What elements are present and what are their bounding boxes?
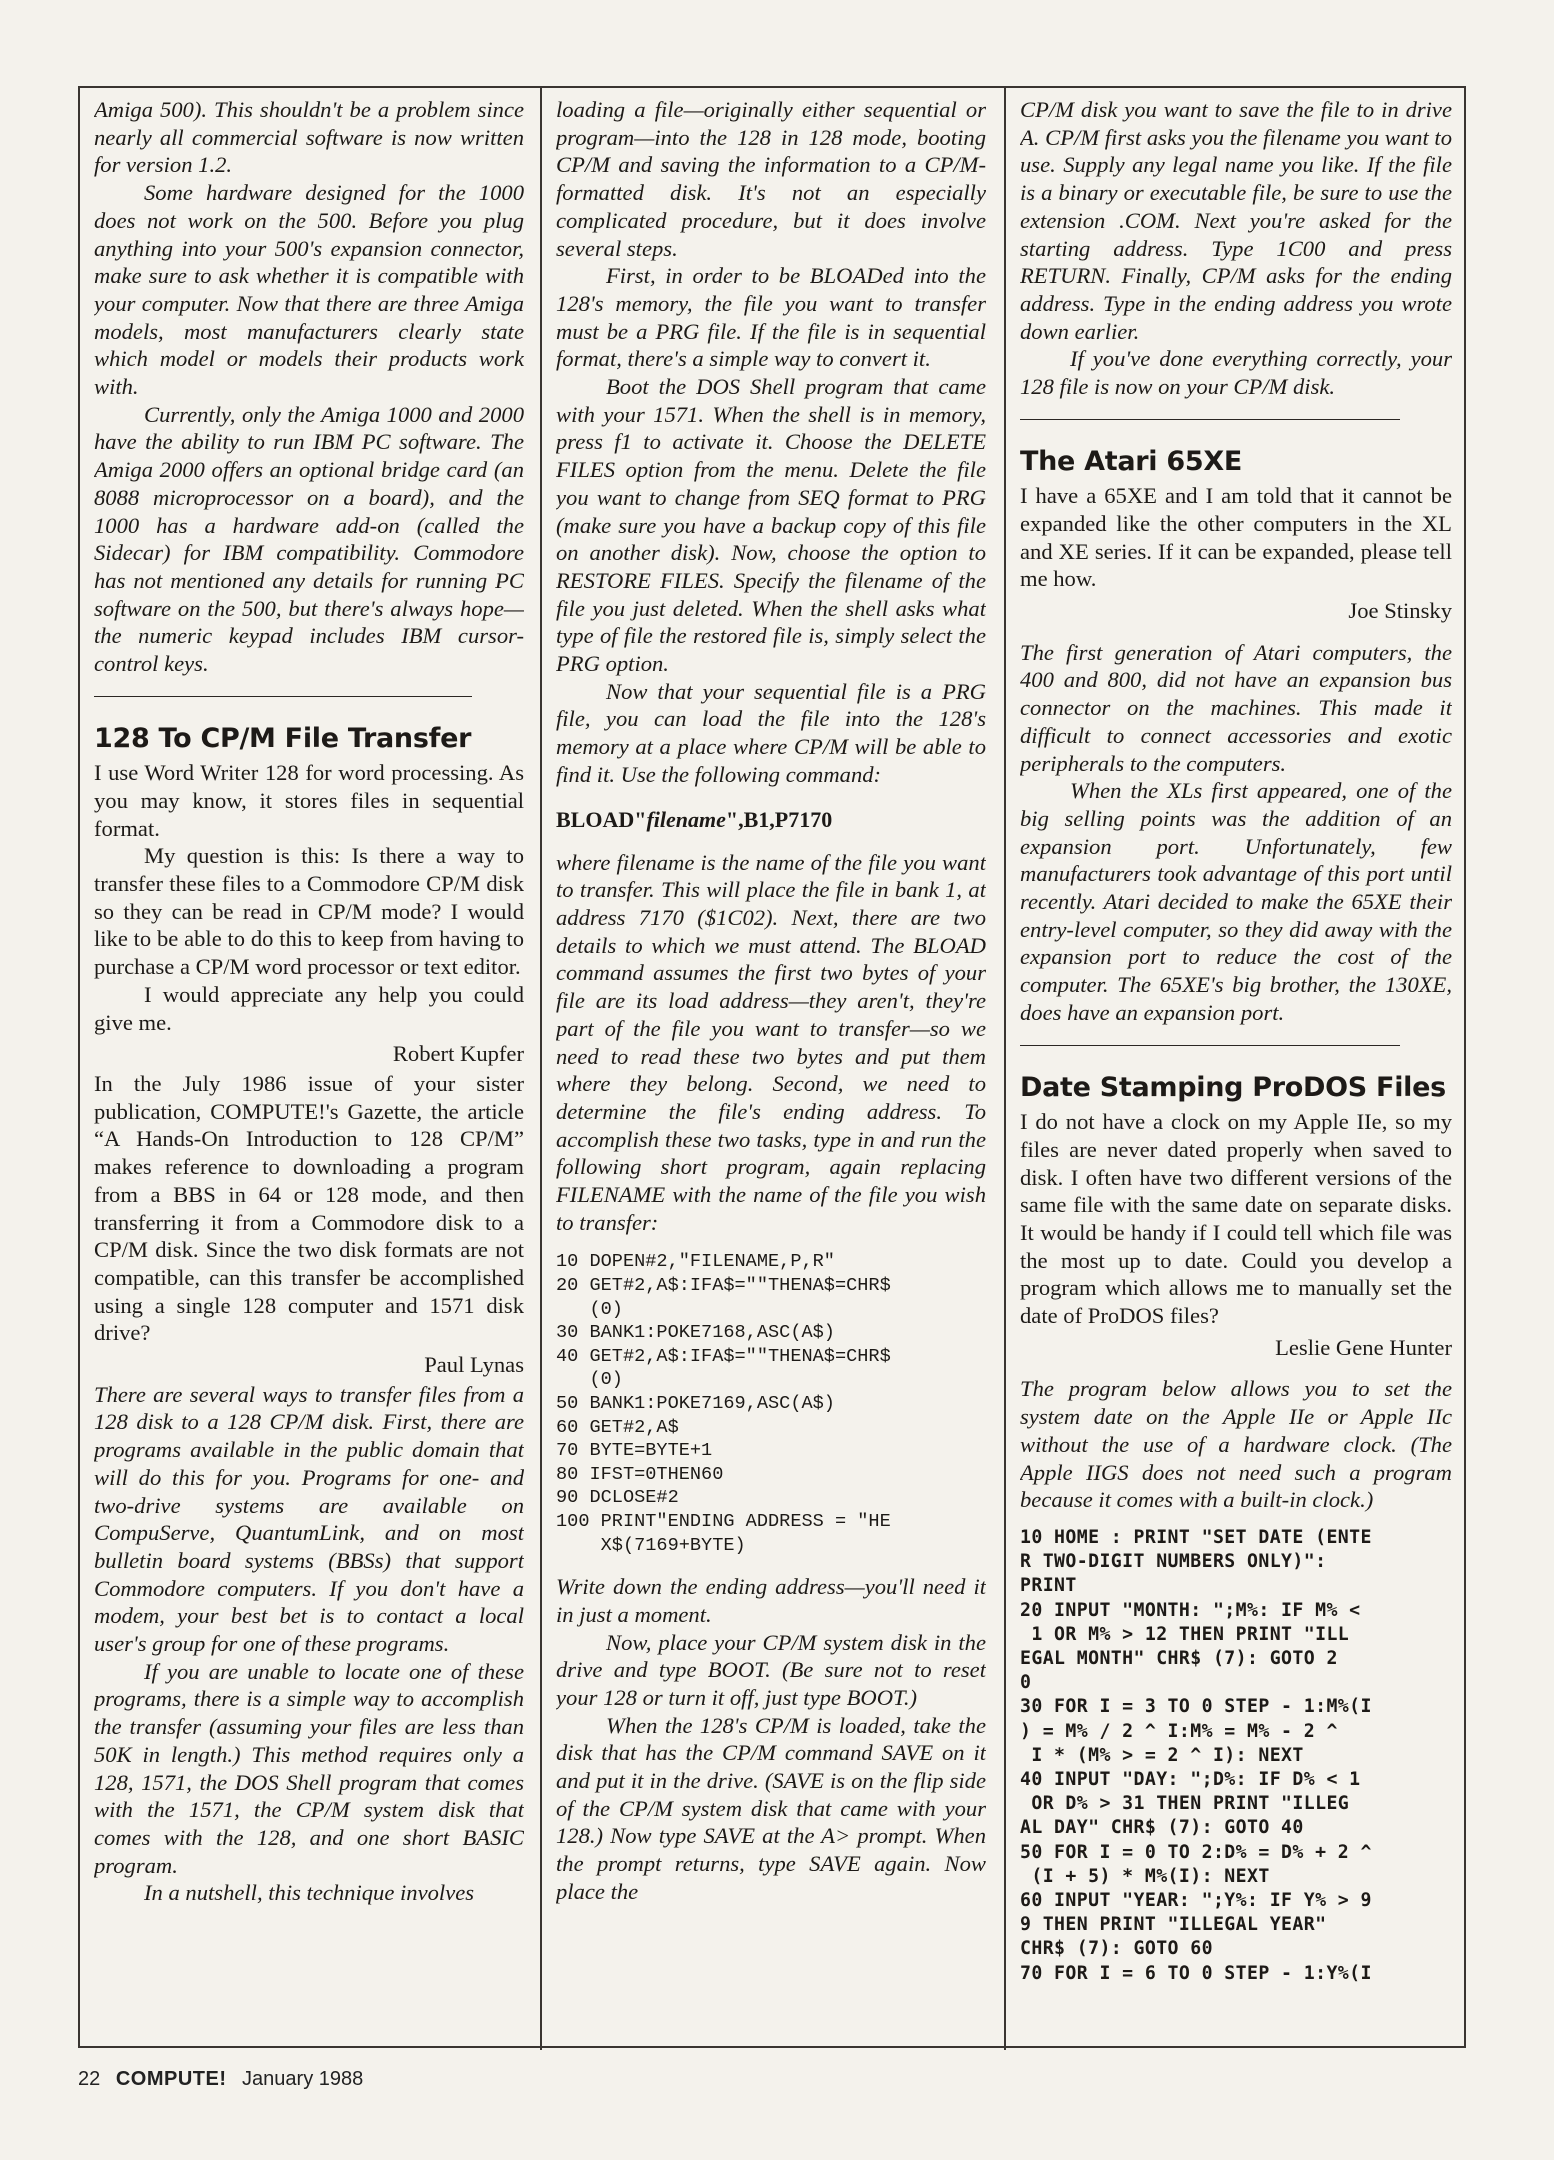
code-line: 60 GET#2,A$: [556, 1416, 679, 1438]
code-line: 40 INPUT "DAY: ";D%: IF D% < 1: [1020, 1768, 1361, 1790]
column-3: [1020, 96, 1452, 2032]
answer-paragraph: loading a file—originally either sequential or program—into the 128 in 128 mode, booting CP/M and saving the information to a CP/M-formatted disk. It's not an especially complicated procedure, but it does involve several steps.: [556, 97, 986, 261]
answer-paragraph: Now that your sequential file is a PRG file, you can load the file into the 128's memory at a place where CP/M will be able to find it. Use the following command:: [556, 678, 986, 787]
code-line: (0): [556, 1298, 623, 1320]
answer-paragraph: The first generation of Atari computers, the 400 and 800, did not have an expansion bus connector on the machines. This made it difficult to connect accessories and exotic peripherals to the computers.: [1020, 639, 1452, 776]
code-line: 80 IFST=0THEN60: [556, 1463, 724, 1485]
question-paragraph: I have a 65XE and I am told that it cannot be expanded like the other computers in the XL and XE series. If it can be expanded, please tell me how.: [1020, 483, 1452, 592]
code-line: 90 DCLOSE#2: [556, 1487, 679, 1509]
code-line: PRINT: [1020, 1575, 1077, 1597]
code-line: (0): [556, 1369, 623, 1391]
answer-paragraph: The program below allows you to set the system date on the Apple IIe or Apple IIc without the use of a hardware clock. (The Apple IIGS does not need such a program because it comes with a built-in clock.): [1020, 1376, 1452, 1513]
bload-command: [556, 807, 986, 833]
answer-paragraph: First, in order to be BLOADed into the 128's memory, the file you want to transfer must be a PRG file. If the file is in sequential format, there's a simple way to convert it.: [556, 263, 986, 372]
code-line: 50 FOR I = 0 TO 2:D% = D% + 2 ^: [1020, 1841, 1372, 1863]
code-line: 60 INPUT "YEAR: ";Y%: IF Y% > 9: [1020, 1889, 1372, 1911]
code-line: 0: [1020, 1672, 1032, 1694]
command-part: ",B1,P7170: [725, 806, 833, 832]
command-filename: filename: [646, 806, 726, 832]
code-line: CHR$ (7): GOTO 60: [1020, 1938, 1213, 1960]
applesoft-listing: [1020, 1526, 1452, 1986]
magazine-name: COMPUTE!: [115, 2068, 227, 2090]
paragraph: Amiga 500). This shouldn't be a problem since nearly all commercial software is now written for version 1.2.: [94, 97, 524, 178]
code-line: 100 PRINT"ENDING ADDRESS = "HE: [556, 1510, 891, 1532]
code-line: 70 FOR I = 6 TO 0 STEP - 1:Y%(I: [1020, 1962, 1372, 1984]
question-paragraph: I do not have a clock on my Apple IIe, so my files are never dated properly when saved to disk. I often have two different versions of the same file with the same date on separate disks. It would be handy if I could tell which file was the most up to date. Could you develop a program which allows me to manually set the date of ProDOS files?: [1020, 1109, 1452, 1329]
answer-paragraph: There are several ways to transfer files from a 128 disk to a 128 CP/M disk. First, there are programs available in the public domain that will do this for you. Programs for one- and two-drive systems are available on CompuServe, QuantumLink, and on most bulletin board systems (BBSs) that support Commodore computers. If you don't have a modem, your best bet is to contact a local user's group for one of these programs.: [94, 1381, 524, 1657]
code-line: I * (M% > = 2 ^ I): NEXT: [1020, 1744, 1304, 1766]
code-line: 10 DOPEN#2,"FILENAME,P,R": [556, 1251, 835, 1273]
signature: Robert Kupfer: [392, 1041, 524, 1067]
code-line: 20 GET#2,A$:IFA$=""THENA$=CHR$: [556, 1275, 891, 1297]
divider: [1020, 1045, 1400, 1047]
code-line: 30 BANK1:POKE7168,ASC(A$): [556, 1322, 835, 1344]
code-line: 9 THEN PRINT "ILLEGAL YEAR": [1020, 1914, 1327, 1936]
code-line: X$(7169+BYTE): [556, 1534, 746, 1556]
divider: [1020, 419, 1400, 421]
section-heading: 128 To CP/M File Transfer: [94, 723, 472, 755]
paragraph: Some hardware designed for the 1000 does not work on the 500. Before you plug anything into your 500's expansion connector, make sure to ask whether it is compatible with your computer. Now that there are three Amiga models, most manufacturers clearly state which model or models their products work with.: [94, 180, 524, 400]
code-line: 50 BANK1:POKE7169,ASC(A$): [556, 1392, 835, 1414]
page-footer: [78, 2068, 363, 2091]
answer-paragraph: where filename is the name of the file you want to transfer. This will place the file in bank 1, at address 7170 ($1C02). Next, there are two details to which we must attend. The BLOAD command assumes the first two bytes of your file are its load address—they aren't, they're part of the file you want to transfer—so we need to read these two bytes and put them where they belong. Second, we need to determine the file's ending address. To accomplish these two tasks, type in and run the following short program, again replacing FILENAME with the name of the file you wish to transfer:: [556, 849, 986, 1235]
code-line: 10 HOME : PRINT "SET DATE (ENTE: [1020, 1526, 1372, 1548]
answer-paragraph: If you are unable to locate one of these programs, there is a simple way to accomplish the transfer (assuming your files are less than 50K in length.) This method requires only a 128, 1571, the DOS Shell program that comes with the 1571, the CP/M system disk that comes with the 128, and one short BASIC program.: [94, 1658, 524, 1878]
section-heading: Date Stamping ProDOS Files: [1020, 1072, 1446, 1104]
column-rule: [1004, 88, 1006, 2050]
command-part: BLOAD": [556, 806, 647, 832]
signature: Joe Stinsky: [1348, 598, 1452, 624]
code-line: 20 INPUT "MONTH: ";M%: IF M% <: [1020, 1599, 1361, 1621]
page-number: 22: [78, 2068, 101, 2090]
answer-paragraph: When the 128's CP/M is loaded, take the disk that has the CP/M command SAVE on it and put it in the drive. (SAVE is on the flip side of the CP/M system disk that came with your 128.) Now type SAVE at the A> prompt. When the prompt returns, type SAVE again. Now place the: [556, 1712, 986, 1904]
issue-date: January 1988: [242, 2068, 364, 2090]
column-2: [556, 96, 986, 2032]
code-line: 30 FOR I = 3 TO 0 STEP - 1:M%(I: [1020, 1696, 1372, 1718]
code-line: EGAL MONTH" CHR$ (7): GOTO 2: [1020, 1647, 1338, 1669]
code-line: (I + 5) * M%(I): NEXT: [1020, 1865, 1270, 1887]
column-rule: [540, 88, 542, 2050]
code-line: ) = M% / 2 ^ I:M% = M% - 2 ^: [1020, 1720, 1338, 1742]
code-line: OR D% > 31 THEN PRINT "ILLEG: [1020, 1793, 1350, 1815]
question-paragraph: My question is this: Is there a way to transfer these files to a Commodore CP/M disk so they can be read in CP/M mode? I would like to be able to do this to keep from having to purchase a CP/M word processor or text editor.: [94, 843, 524, 980]
signature: Paul Lynas: [424, 1352, 524, 1378]
paragraph: Currently, only the Amiga 1000 and 2000 have the ability to run IBM PC software. The Amiga 2000 offers an optional bridge card (an 8088 microprocessor on a board), and the 1000 has a hardware add-on (called the Sidecar) for IBM compatibility. Commodore has not mentioned any details for running PC software on the 500, but there's always hope—the numeric keypad includes IBM cursor-control keys.: [94, 401, 524, 677]
basic-listing-128: [556, 1250, 986, 1557]
question-paragraph: I would appreciate any help you could give me.: [94, 981, 524, 1035]
answer-paragraph: When the XLs first appeared, one of the big selling points was the addition of an expansion port. Unfortunately, few manufacturers took advantage of this port until recently. Atari decided to make the 65XE their entry-level computer, so they did away with the expansion port to reduce the cost of the computer. The 65XE's big brother, the 130XE, does have an expansion port.: [1020, 778, 1452, 1025]
answer-paragraph: CP/M disk you want to save the file to in drive A. CP/M first asks you the filename you want to use. Supply any legal name you like. If the file is a binary or executable file, be sure to use the extension .COM. Next you're asked for the starting address. Type 1C00 and press RETURN. Finally, CP/M asks for the ending address. Type in the ending address you wrote down earlier.: [1020, 97, 1452, 344]
code-line: AL DAY" CHR$ (7): GOTO 40: [1020, 1817, 1304, 1839]
code-line: 1 OR M% > 12 THEN PRINT "ILL: [1020, 1623, 1350, 1645]
divider: [94, 696, 472, 698]
answer-paragraph: Boot the DOS Shell program that came with your 1571. When the shell is in memory, press f1 to activate it. Choose the DELETE FILES option from the menu. Delete the file you want to change from SEQ format to PRG (make sure you have a backup copy of this file on another disk). Now, choose the option to RESTORE FILES. Specify the filename of the file you just deleted. When the shell asks what type of file the restored file is, simply select the PRG option.: [556, 374, 986, 677]
question-paragraph: I use Word Writer 128 for word processing. As you may know, it stores files in sequential format.: [94, 760, 524, 841]
answer-paragraph: Now, place your CP/M system disk in the drive and type BOOT. (Be sure not to reset your 128 or turn it off, just type BOOT.): [556, 1629, 986, 1710]
answer-paragraph: If you've done everything correctly, your 128 file is now on your CP/M disk.: [1020, 346, 1452, 400]
question-paragraph: In the July 1986 issue of your sister publication, COMPUTE!'s Gazette, the article “A Hands-On Introduction to 128 CP/M” makes reference to downloading a program from a BBS in 64 or 128 mode, and then transferring it from a Commodore disk to a CP/M disk. Since the two disk formats are not compatible, can this transfer be accomplished using a single 128 computer and 1571 disk drive?: [94, 1071, 524, 1346]
answer-paragraph: In a nutshell, this technique involves: [144, 1880, 475, 1906]
code-line: 70 BYTE=BYTE+1: [556, 1440, 713, 1462]
code-line: R TWO-DIGIT NUMBERS ONLY)":: [1020, 1551, 1327, 1573]
section-heading: The Atari 65XE: [1020, 446, 1242, 478]
signature: Leslie Gene Hunter: [1275, 1334, 1452, 1360]
answer-paragraph: Write down the ending address—you'll need it in just a moment.: [556, 1574, 986, 1627]
column-1: [94, 96, 524, 2032]
code-line: 40 GET#2,A$:IFA$=""THENA$=CHR$: [556, 1345, 891, 1367]
